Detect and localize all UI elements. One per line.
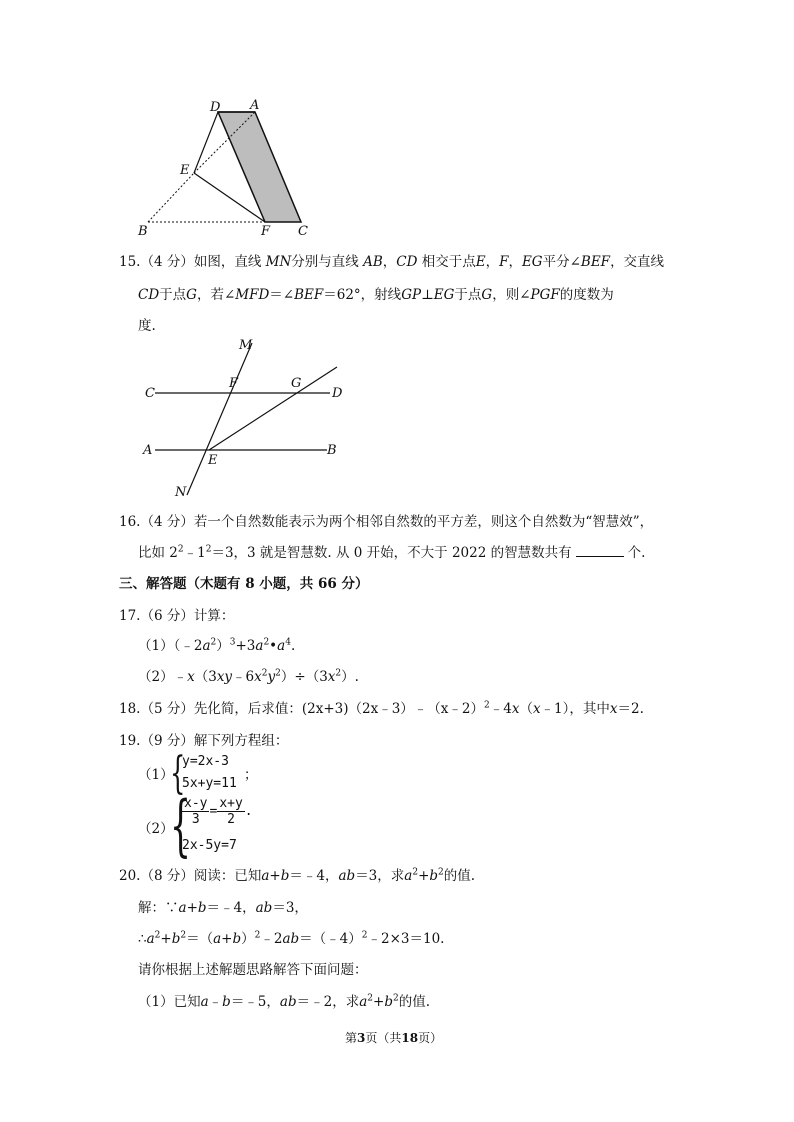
label-A: A — [143, 443, 153, 458]
q17-part1: $(1)(﹣2a^2)^3+3a^2•a^4$. — [138, 637, 296, 654]
label-C: C — [145, 386, 155, 401]
label-N: N — [175, 485, 187, 500]
q19-part1-eq1: y=2x-3 — [182, 754, 229, 769]
q19-part1-brace: { — [170, 748, 186, 799]
q19-part2-eq1: $\frac{x-y}{3}$ = $\frac{x+y}{2}$ . — [184, 796, 253, 827]
page-footer: 第3页（共18页） — [345, 1031, 443, 1045]
label-M: M — [239, 338, 253, 353]
q19-part1-label: （1） — [138, 767, 174, 783]
q15-line3: 度. — [138, 318, 156, 334]
line-MN — [187, 343, 252, 495]
dashed-BE — [148, 173, 194, 222]
q15-line2: CD于点G，若∠MFD＝∠BEF＝62°，射线GP⊥EG于点G，则∠PGF的度数为 — [138, 287, 614, 303]
figure-folded-parallelogram — [130, 95, 320, 240]
q19-part2-eq2: 2x-5y=7 — [182, 838, 237, 853]
q19-head: 19.（9 分）解下列方程组： — [119, 733, 289, 749]
label-A: A — [250, 98, 260, 113]
q20-instruction: 请你根据上述解题思路解答下面问题： — [138, 962, 368, 978]
q17-head: 17.（6 分）计算： — [119, 608, 235, 624]
q15-line1: 15.（4 分）如图，直线 MN分别与直线 AB，CD 相交于点E，F，EG平分∠BEF，交直线 — [119, 254, 665, 270]
q20-line1: 20.（8 分）阅读：已知a+b＝﹣4，ab＝3，求$a^2+b^2$的值. — [119, 867, 476, 884]
label-D: D — [210, 100, 221, 115]
q16-line2: 比如 $2^2﹣1^2=3$，3 就是智慧数. 从 0 开始，不大于 2022 的智慧数共有 个. — [138, 544, 646, 561]
answer-blank[interactable] — [576, 546, 624, 557]
q16-line1: 16.（4 分）若一个自然数能表示为两个相邻自然数的平方差，则这个自然数为“智慧效”， — [119, 514, 654, 530]
section-heading: 三、解答题（木题有 8 小题，共 66 分） — [119, 576, 369, 592]
q17-part2: $(2)﹣x(3xy﹣6x^2y^2)\div(3x^2)$. — [138, 668, 359, 685]
q19-part2-label: （2） — [138, 821, 174, 837]
label-B: B — [138, 224, 148, 239]
q19-part1-end: ； — [244, 767, 258, 783]
label-G: G — [291, 376, 302, 391]
q19-part1-eq2: 5x+y=11 — [182, 776, 237, 791]
segment-DE — [194, 112, 218, 173]
q20-part1: （1）已知a﹣b＝﹣5，ab＝﹣2，求$a^2+b^2$的值. — [138, 993, 430, 1010]
fraction-1: $\frac{x-y}{3}$ — [184, 796, 208, 827]
q18-line: 18.（5 分）先化简，后求值：(2x+3)（2x﹣3）﹣（x﹣2）$^2$﹣4x（x﹣1），其中x＝2. — [119, 700, 644, 717]
label-F: F — [229, 376, 239, 391]
label-E: E — [180, 163, 190, 178]
q20-solution-line2: $\therefore a^2+b^2=(a+b)^2﹣2ab=(﹣4)^2﹣2\times 3=10$. — [138, 930, 445, 947]
label-E: E — [208, 453, 218, 468]
shaded-parallelogram — [218, 112, 301, 222]
q19-part2-brace: { — [170, 787, 191, 864]
figure-parallel-lines — [135, 335, 355, 503]
q20-solution-line1: 解：∵a+b＝﹣4，ab＝3， — [138, 900, 308, 916]
label-C: C — [298, 224, 308, 239]
label-B: B — [327, 443, 337, 458]
label-D: D — [332, 386, 343, 401]
fraction-2: $\frac{x+y}{2}$ — [219, 796, 243, 827]
label-F: F — [261, 224, 271, 239]
